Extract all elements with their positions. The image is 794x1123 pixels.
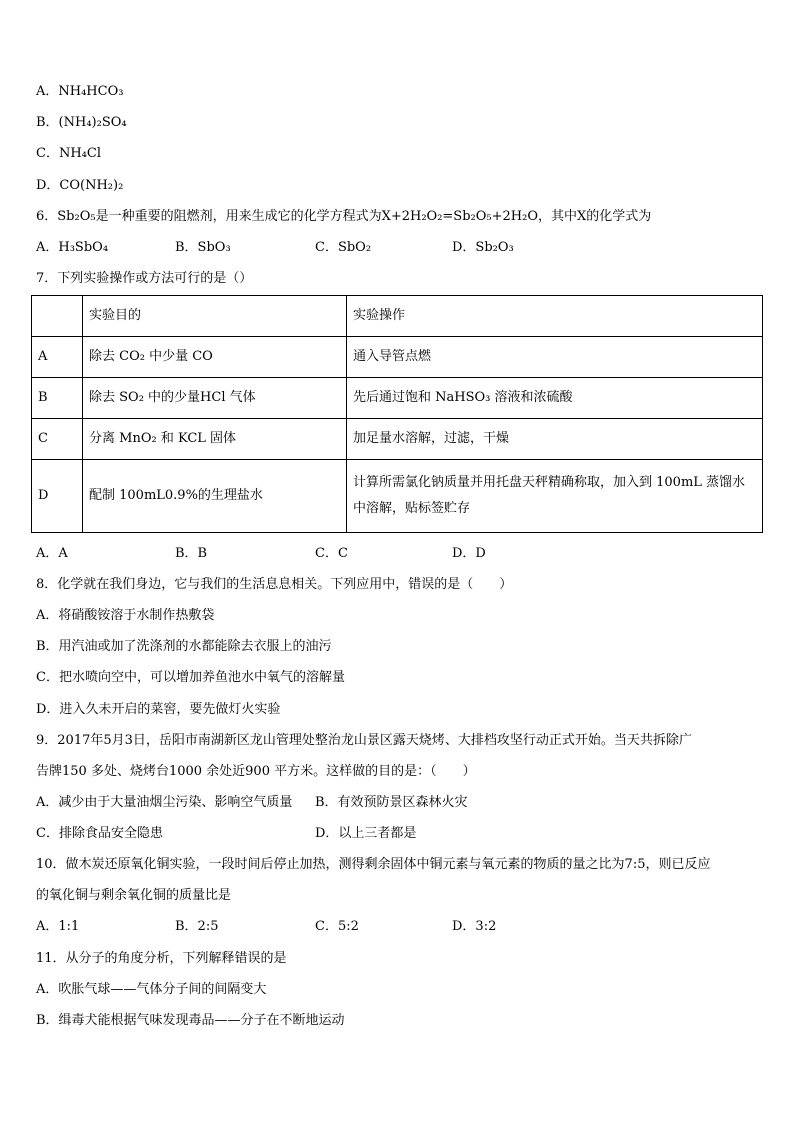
table-header-row	[32, 296, 763, 337]
table-cell: 通入导管点燃	[347, 337, 763, 378]
table-row	[32, 419, 763, 460]
question-10-options	[36, 919, 736, 935]
table-header-cell: 实验操作	[347, 296, 763, 337]
q8-option-b: B．用汽油或加了洗涤剂的水都能除去衣服上的油污	[36, 639, 332, 654]
q8-option-a: A．将硝酸铵溶于水制作热敷袋	[36, 608, 215, 623]
table-cell: D	[32, 460, 83, 533]
question-7-options	[36, 546, 736, 562]
q6-option-c: C．SbO₂	[315, 240, 372, 255]
table-cell: A	[32, 337, 83, 378]
table-row	[32, 460, 763, 533]
q8-option-c: C．把水喷向空中，可以增加养鱼池水中氧气的溶解量	[36, 670, 345, 685]
q9-option-a: A．减少由于大量油烟尘污染、影响空气质量	[36, 795, 293, 810]
q10-option-a: A．1:1	[36, 919, 80, 934]
table-cell: 配制 100mL0.9%的生理盐水	[83, 460, 347, 533]
q7-option-a: A．A	[36, 546, 68, 561]
question-9-options-row1	[36, 795, 736, 811]
table-row	[32, 337, 763, 378]
q11-option-b: B．缉毒犬能根据气味发现毒品——分子在不断地运动	[36, 1013, 345, 1028]
question-9-options-row2	[36, 826, 736, 842]
option-c-nh4cl: C．NH₄Cl	[36, 146, 101, 161]
q6-option-d: D．Sb₂O₃	[452, 240, 514, 255]
q6-option-a: A．H₃SbO₄	[36, 240, 109, 255]
q8-option-d: D．进入久未开启的菜窖，要先做灯火实验	[36, 702, 281, 717]
q10-option-d: D．3:2	[452, 919, 497, 934]
q10-option-b: B．2:5	[175, 919, 219, 934]
table-row	[32, 378, 763, 419]
q7-option-d: D．D	[452, 546, 486, 561]
q11-option-a: A．吹胀气球——气体分子间的间隔变大	[36, 982, 267, 997]
table-cell: 除去 SO₂ 中的少量HCl 气体	[83, 378, 347, 419]
question-9-stem-line2: 告牌150 多处、烧烤台1000 余处近900 平方米。这样做的目的是：（ ）	[36, 764, 476, 779]
q10-option-c: C．5:2	[315, 919, 359, 934]
table-header-cell: 实验目的	[83, 296, 347, 337]
table-cell: 加足量水溶解，过滤，干燥	[347, 419, 763, 460]
q7-option-b: B．B	[175, 546, 208, 561]
question-10-stem-line2: 的氧化铜与剩余氧化铜的质量比是	[36, 888, 232, 903]
question-7-stem: 7．下列实验操作或方法可行的是（）	[36, 271, 253, 286]
question-6-options	[36, 240, 736, 256]
q7-option-c: C．C	[315, 546, 348, 561]
q9-option-c: C．排除食品安全隐患	[36, 826, 163, 841]
q9-option-d: D．以上三者都是	[315, 826, 417, 841]
q9-option-b: B．有效预防景区森林火灾	[315, 795, 468, 810]
option-b-nh4-2so4: B．(NH₄)₂SO₄	[36, 115, 127, 130]
question-8-stem: 8．化学就在我们身边，它与我们的生活息息相关。下列应用中，错误的是（ ）	[36, 577, 513, 592]
question-6-stem: 6．Sb₂O₅是一种重要的阻燃剂，用来生成它的化学方程式为X+2H₂O₂=Sb₂O₅+2H₂O，其中X的化学式为	[36, 209, 652, 224]
question-10-stem-line1: 10．做木炭还原氧化铜实验，一段时间后停止加热，测得剩余固体中铜元素与氧元素的物质的量之比为7:5，则已反应	[36, 857, 711, 872]
option-d-urea: D．CO(NH₂)₂	[36, 178, 124, 193]
table-cell: B	[32, 378, 83, 419]
table-cell: 分离 MnO₂ 和 KCL 固体	[83, 419, 347, 460]
q6-option-b: B．SbO₃	[175, 240, 231, 255]
table-cell: 先后通过饱和 NaHSO₃ 溶液和浓硫酸	[347, 378, 763, 419]
table-cell: 除去 CO₂ 中少量 CO	[83, 337, 347, 378]
question-11-stem: 11．从分子的角度分析，下列解释错误的是	[36, 951, 287, 966]
table-header-cell	[32, 296, 83, 337]
question-7-table	[31, 295, 763, 533]
question-9-stem-line1: 9．2017年5月3日，岳阳市南湖新区龙山管理处整治龙山景区露天烧烤、大排档攻坚行动正式开始。当天共拆除广	[36, 733, 692, 748]
table-cell: 计算所需氯化钠质量并用托盘天秤精确称取，加入到 100mL 蒸馏水中溶解，贴标签贮存	[347, 460, 763, 533]
table-cell: C	[32, 419, 83, 460]
option-a-nh4hco3: A．NH₄HCO₃	[36, 84, 124, 99]
